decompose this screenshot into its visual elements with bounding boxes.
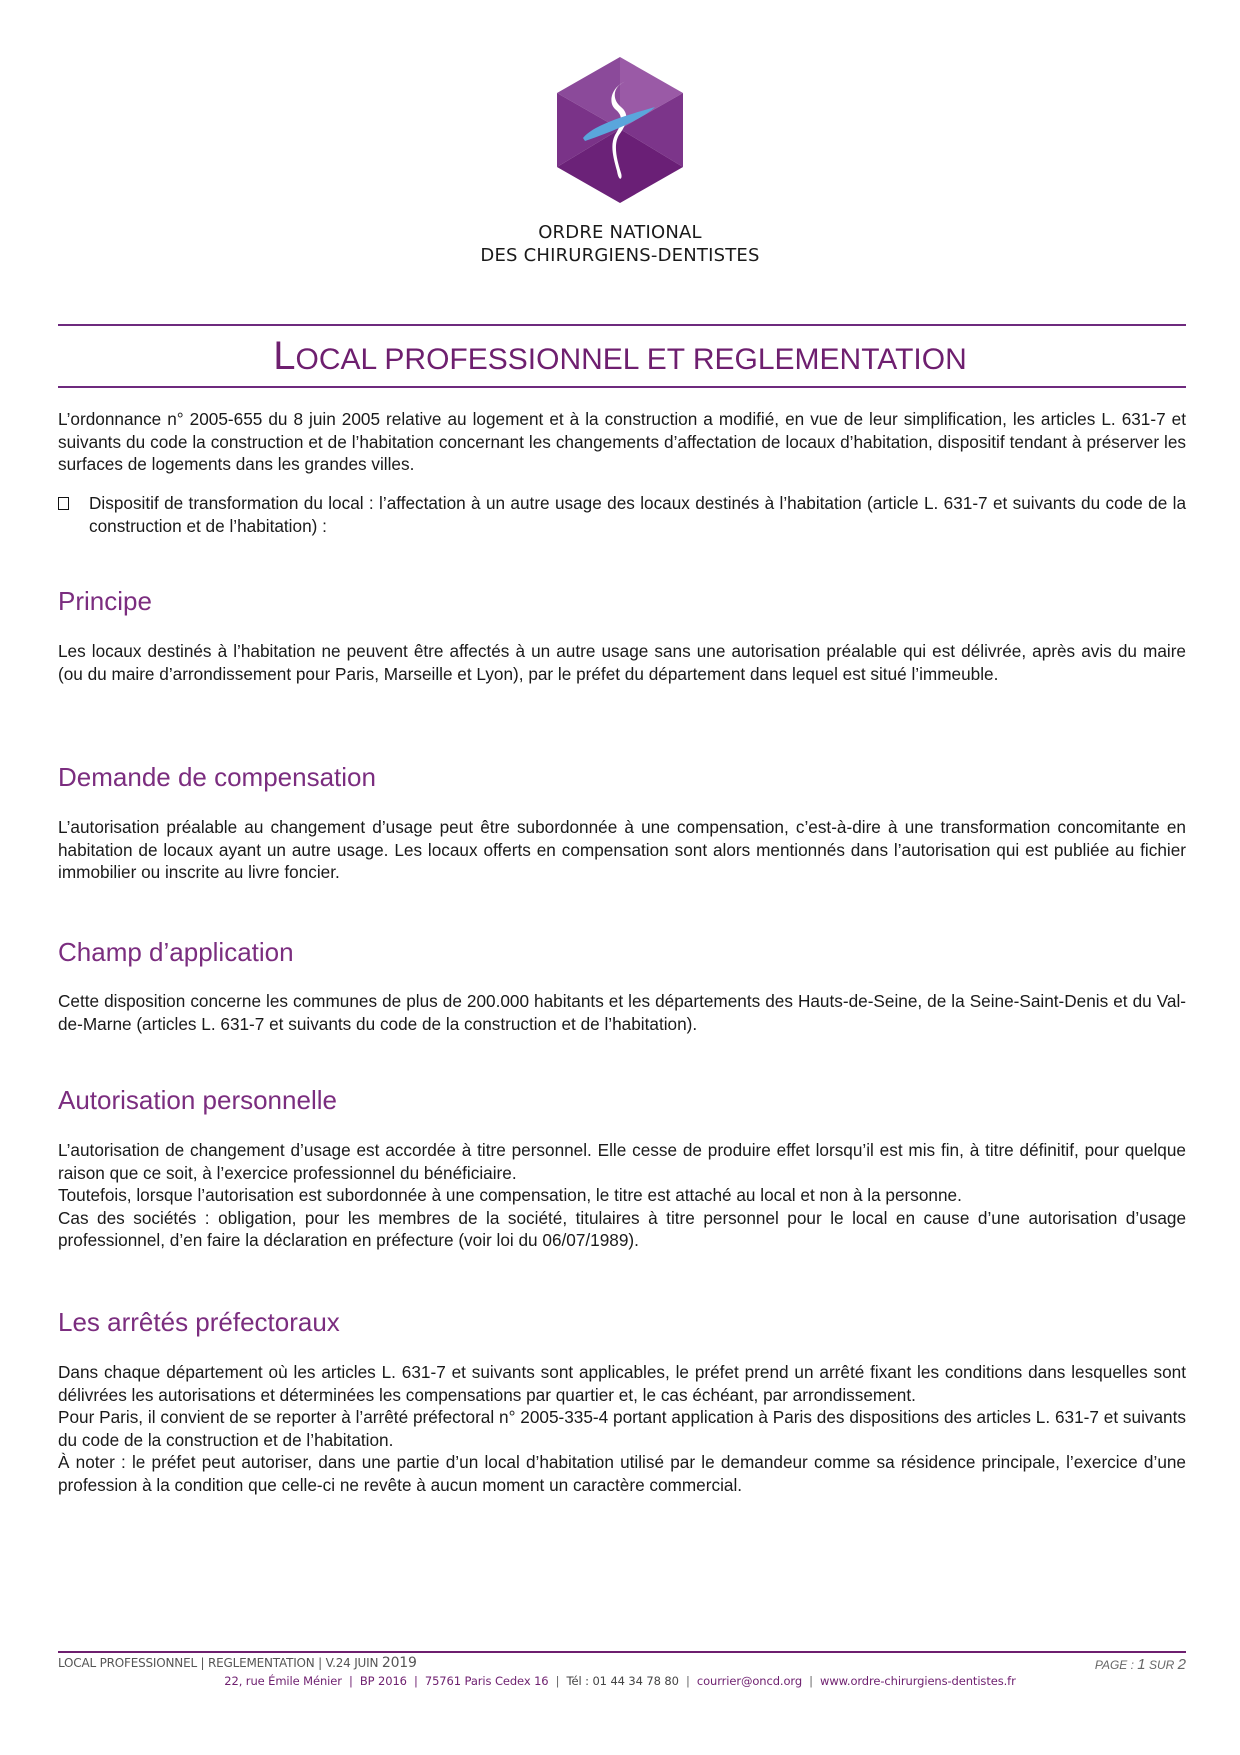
title-top-rule bbox=[58, 324, 1186, 326]
section-paragraph: Cas des sociétés : obligation, pour les membres de la société, titulaires à titre personnel pour le local en cause d’une autorisation d’usage professionnel, d’en faire la déclaration en préfecture (voir loi du 06/07/1989). bbox=[58, 1207, 1186, 1250]
section-paragraph: L’autorisation préalable au changement d’usage peut être subordonnée à une compensation, c’est-à-dire à une transformation concomitante en habitation de locaux ayant un autre usage. Les locaux offerts en compensation sont alors mentionnés dans l’autorisation qui est publiée au fichier immobilier ou inscrite au livre foncier. bbox=[58, 817, 1186, 882]
separator: | bbox=[802, 1674, 821, 1688]
title-initial: L bbox=[273, 334, 296, 378]
page-indicator bbox=[1095, 1656, 1186, 1673]
section-heading-autorisation-personnelle: Autorisation personnelle bbox=[58, 1085, 337, 1115]
footer-website-link[interactable]: www.ordre-chirurgiens-dentistes.fr bbox=[820, 1674, 1016, 1688]
section-paragraph: À noter : le préfet peut autoriser, dans une partie d’un local d’habitation utilisé par le demandeur comme sa résidence principale, l’exercice d’une profession à la condition que celle-ci ne revête à aucun moment un caractère commercial. bbox=[58, 1452, 1186, 1495]
footer-year: 2019 bbox=[381, 1655, 417, 1671]
footer-tel: Tél : 01 44 34 78 80 bbox=[566, 1674, 679, 1688]
intro-bullet-text: Dispositif de transformation du local : l’affectation à un autre usage des locaux destinés à l’habitation (article L. 631-7 et suivants du code de la construction et de l’habitation) : bbox=[89, 493, 1186, 536]
title-bottom-rule bbox=[58, 386, 1186, 388]
section-paragraph: L’autorisation de changement d’usage est accordée à titre personnel. Elle cesse de produire effet lorsqu’il est mis fin, à titre définitif, pour quelque raison que ce soit, à l’exercice professionnel du bénéficiaire. bbox=[58, 1140, 1186, 1183]
square-bullet-icon bbox=[58, 497, 69, 510]
section-heading-principe: Principe bbox=[58, 586, 152, 616]
footer-contact bbox=[0, 1674, 1240, 1688]
footer-doc-ref-text: LOCAL PROFESSIONNEL | REGLEMENTATION | V.24 JUIN bbox=[58, 1656, 382, 1670]
separator: | bbox=[678, 1674, 697, 1688]
footer-rule bbox=[58, 1651, 1186, 1653]
section-paragraph: Toutefois, lorsque l’autorisation est subordonnée à une compensation, le titre est attaché au local et non à la personne. bbox=[58, 1185, 962, 1205]
separator: | bbox=[548, 1674, 567, 1688]
section-paragraph: Les locaux destinés à l’habitation ne peuvent être affectés à un autre usage sans une autorisation préalable qui est délivrée, après avis du maire (ou du maire d’arrondissement pour Paris, Marseille et Lyon), par le préfet du département dans lequel est situé l’immeuble. bbox=[58, 641, 1186, 684]
page-label: PAGE : bbox=[1094, 1658, 1138, 1672]
title-rest: OCAL PROFESSIONNEL ET REGLEMENTATION bbox=[295, 343, 967, 376]
oncd-logo-icon bbox=[555, 55, 685, 205]
section-paragraph: Pour Paris, il convient de se reporter à l’arrêté préfectoral n° 2005-335-4 portant application à Paris des dispositions des articles L. 631-7 et suivants du code de la construction et de l’habitation. bbox=[58, 1407, 1186, 1450]
org-name-line2: DES CHIRURGIENS-DENTISTES bbox=[480, 245, 760, 266]
section-principe bbox=[58, 640, 1186, 685]
page-current: 1 bbox=[1137, 1656, 1146, 1673]
section-heading-champ-application: Champ d’application bbox=[58, 937, 294, 967]
intro-block bbox=[58, 408, 1186, 476]
footer-email-link[interactable]: courrier@oncd.org bbox=[696, 1674, 803, 1688]
intro-bullet bbox=[58, 492, 1186, 537]
section-compensation bbox=[58, 816, 1186, 884]
intro-paragraph: L’ordonnance n° 2005-655 du 8 juin 2005 relative au logement et à la construction a modifié, en vue de leur simplification, les articles L. 631-7 et suivants du code la construction et de l’habitation concernant les changements d’affectation de locaux d’habitation, dispositif tendant à préserver les surfaces de logements dans les grandes villes. bbox=[58, 409, 1186, 474]
section-heading-compensation: Demande de compensation bbox=[58, 762, 376, 792]
page-title bbox=[0, 334, 1240, 379]
section-champ-application bbox=[58, 990, 1186, 1035]
section-heading-arretes-prefectoraux: Les arrêtés préfectoraux bbox=[58, 1307, 340, 1337]
section-arretes-prefectoraux bbox=[58, 1361, 1186, 1496]
section-autorisation-personnelle bbox=[58, 1139, 1186, 1252]
section-paragraph: Cette disposition concerne les communes de plus de 200.000 habitants et les départements des Hauts-de-Seine, de la Seine-Saint-Denis et du Val-de-Marne (articles L. 631-7 et suivants du code de la construction et de l’habitation). bbox=[58, 991, 1186, 1034]
section-paragraph: Dans chaque département où les articles L. 631-7 et suivants sont applicables, le préfet prend un arrêté fixant les conditions dans lesquelles sont délivrées les autorisations et déterminées les compensations par quartier et, le cas échéant, par arrondissement. bbox=[58, 1362, 1186, 1405]
footer-address: 22, rue Émile Ménier | BP 2016 | 75761 Paris Cedex 16 bbox=[224, 1674, 549, 1688]
page-of: SUR bbox=[1145, 1658, 1178, 1672]
footer-doc-ref bbox=[58, 1655, 417, 1671]
page-total: 2 bbox=[1177, 1656, 1186, 1673]
org-name-line1: ORDRE NATIONAL bbox=[538, 222, 702, 243]
